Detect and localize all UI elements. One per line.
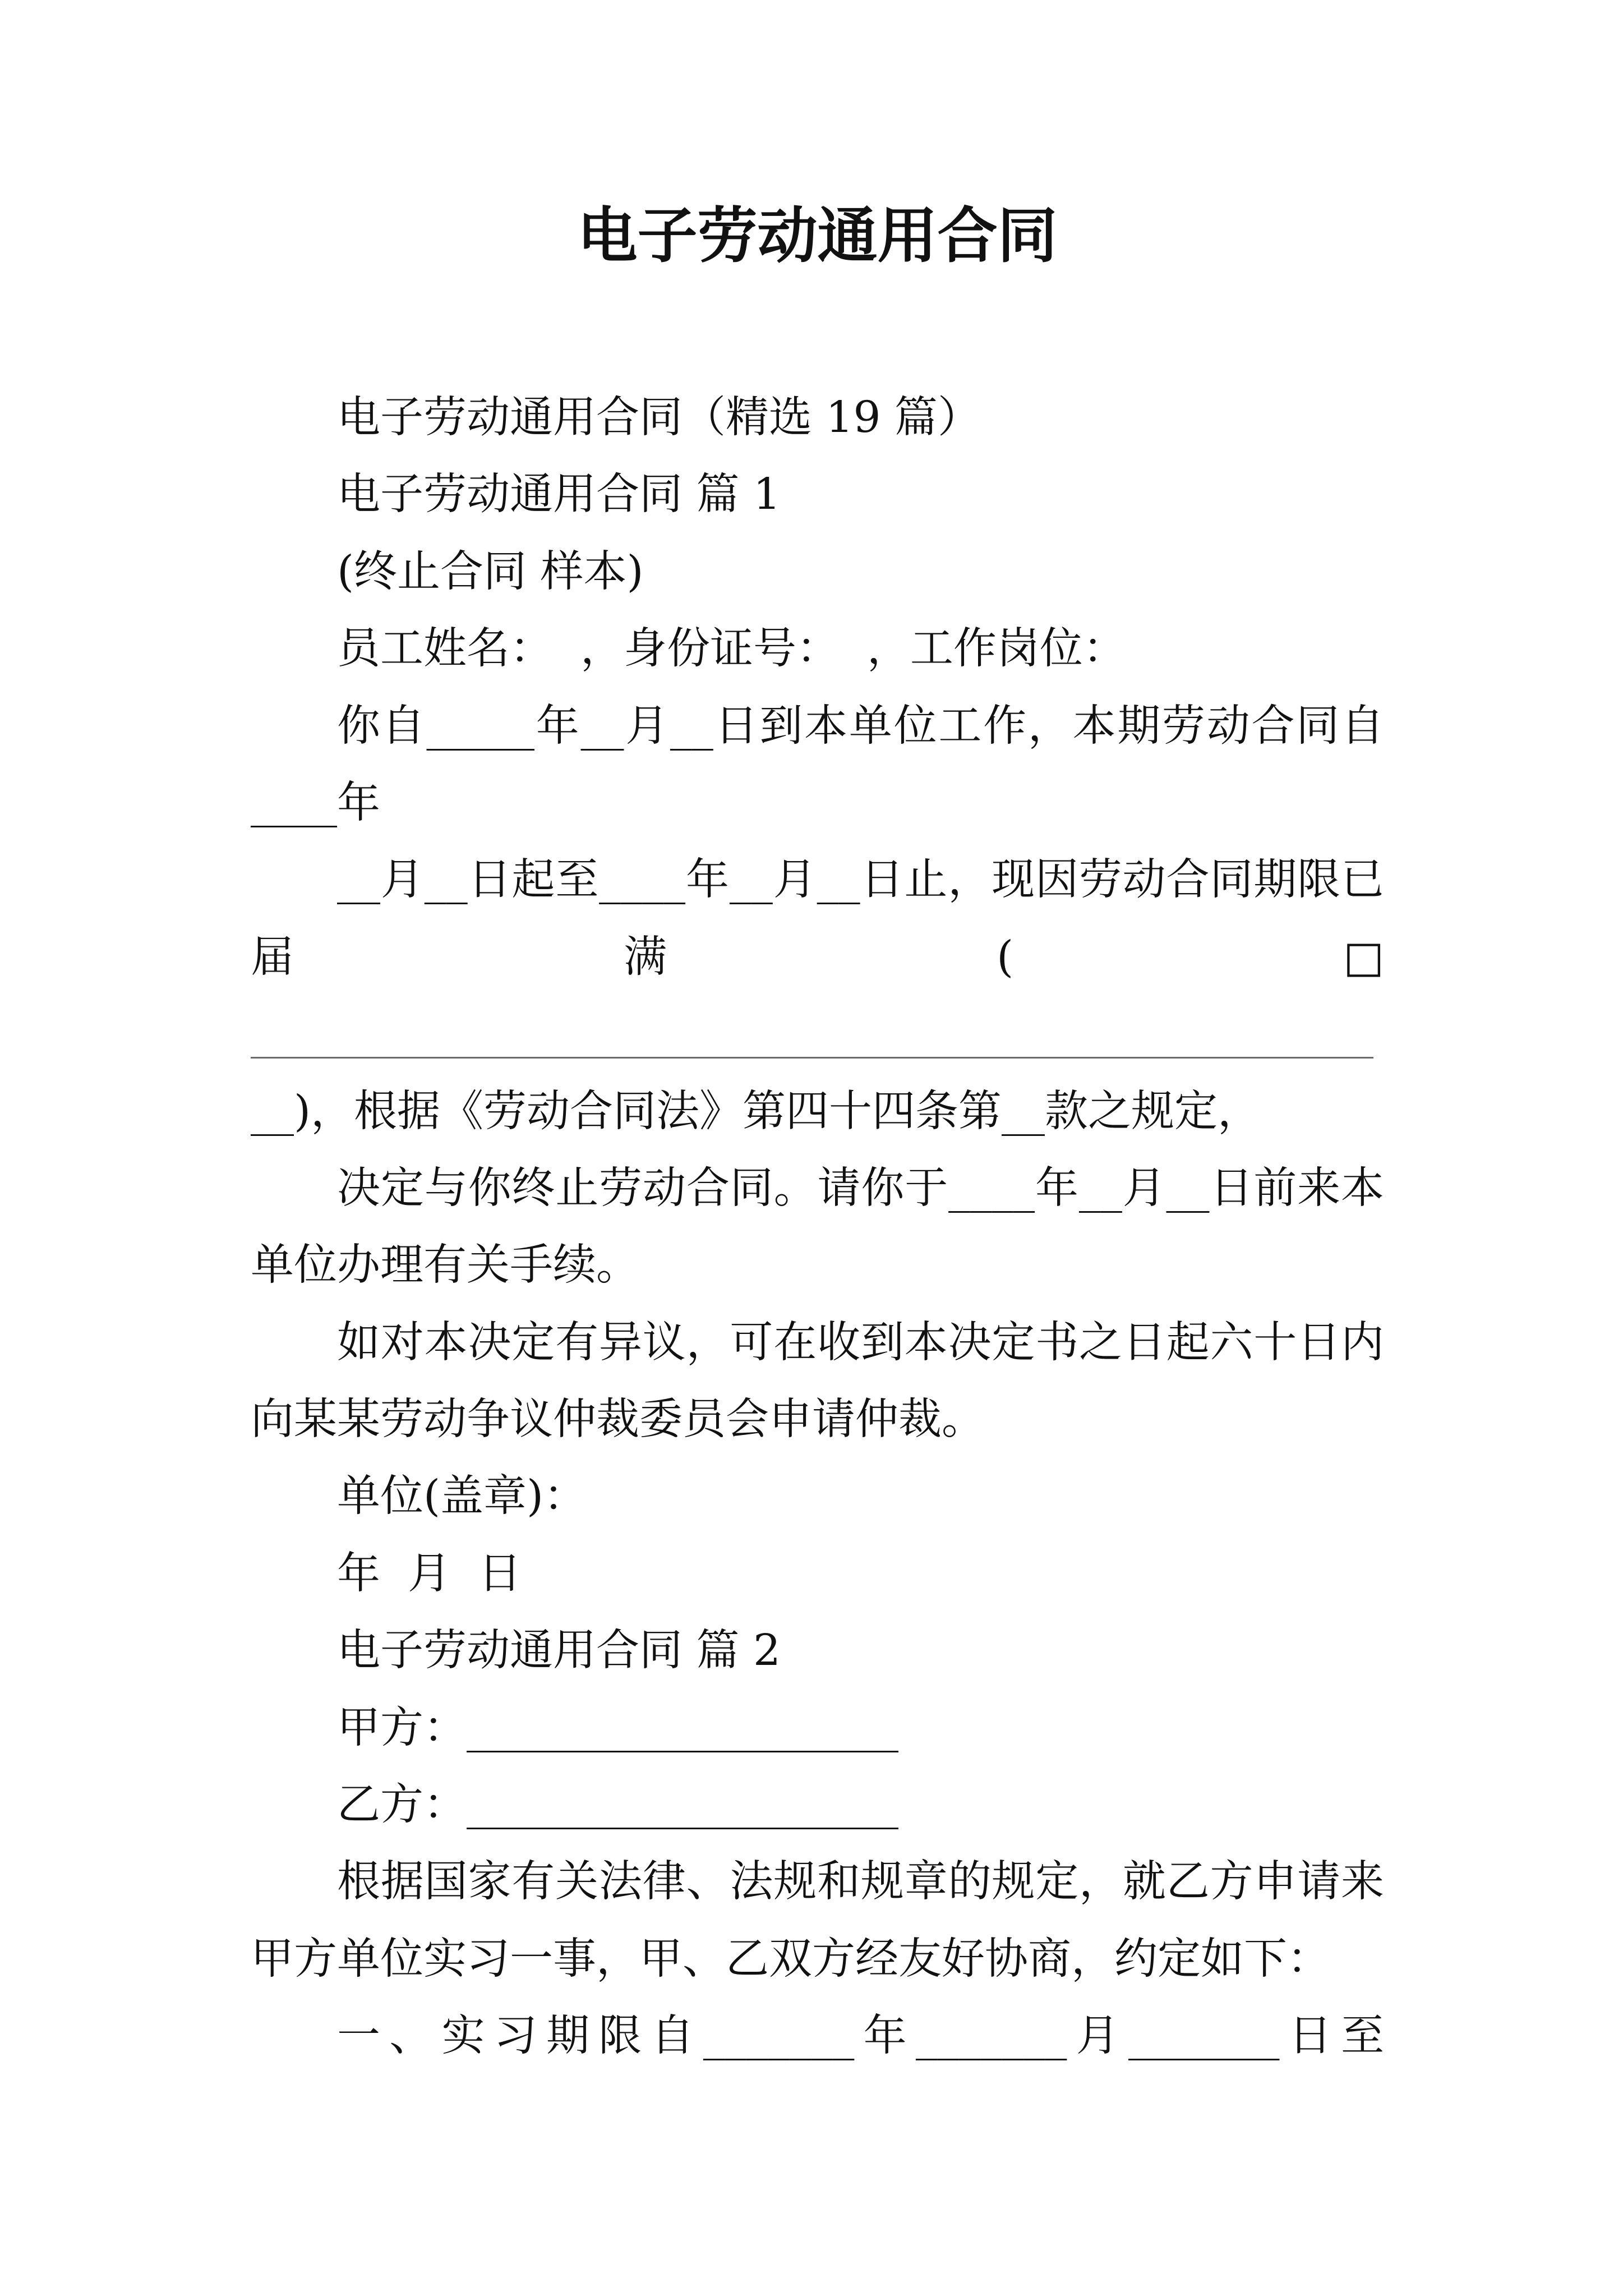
employee-info-line: 员工姓名： ，身份证号： ，工作岗位： [337, 624, 1126, 674]
paragraph-line: 甲方单位实习一事，甲、乙双方经友好协商，约定如下： [251, 1934, 1330, 1984]
section-heading: 电子劳动通用合同 篇 1 [337, 470, 781, 520]
document-title: 电子劳动通用合同 [577, 201, 1058, 271]
paragraph-line: 如对本决定有异议，可在收到本决定书之日起六十日内 [337, 1317, 1384, 1368]
line-glyph: 满 [624, 932, 667, 982]
paragraph-line: 决定与你终止劳动合同。请你于____年__月__日前来本 [337, 1163, 1384, 1213]
section-heading: 电子劳动通用合同 篇 2 [337, 1626, 781, 1676]
paragraph-line [251, 919, 1384, 996]
collection-title-line: 电子劳动通用合同（精选 19 篇） [337, 393, 981, 443]
paragraph-line: 向某某劳动争议仲裁委员会申请仲裁。 [251, 1395, 985, 1445]
line-glyph: □ [1343, 932, 1384, 982]
internship-period-line: 一、实习期限自_______年_______月_______日至 [337, 2011, 1384, 2062]
date-line: 年 月 日 [337, 1548, 522, 1599]
seal-line: 单位(盖章)： [337, 1471, 587, 1522]
paragraph-line: 根据国家有关法律、法规和规章的规定，就乙方申请来 [337, 1857, 1384, 1907]
line-glyph: ( [997, 932, 1014, 982]
sample-label: (终止合同 样本) [337, 546, 644, 597]
line-glyph: 届 [251, 932, 294, 982]
paragraph-line: __)，根据《劳动合同法》第四十四条第__款之规定， [251, 1086, 1261, 1137]
party-a-line: 甲方：____________________ [337, 1703, 898, 1753]
paragraph-line: 单位办理有关手续。 [251, 1240, 639, 1291]
document-body [251, 379, 1384, 2075]
paragraph-line: __月__日起至____年__月__日止，现因劳动合同期限已 [337, 855, 1384, 905]
party-b-line: 乙方：____________________ [337, 1780, 898, 1830]
paragraph-line: 你自_____年__月__日到本单位工作，本期劳动合同自 [337, 701, 1384, 751]
blank-rule-line: ____________________________________________________ [251, 1009, 1373, 1060]
paragraph-line: ____年 [251, 777, 380, 828]
